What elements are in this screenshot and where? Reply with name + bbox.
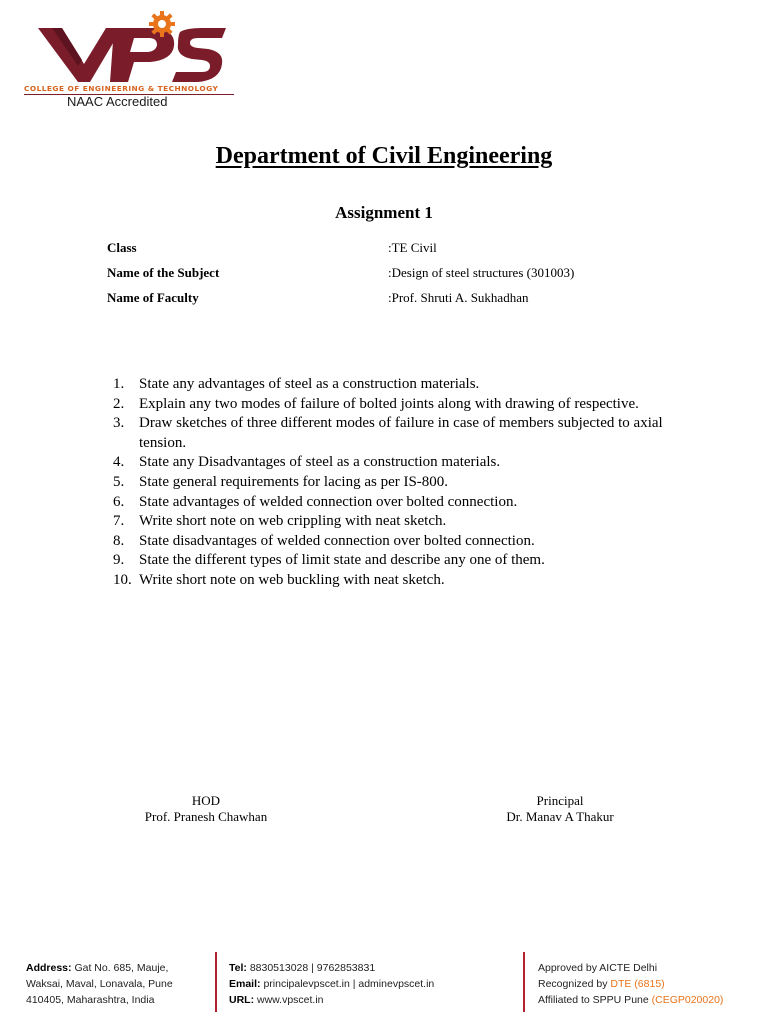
hod-name: Prof. Pranesh Chawhan — [144, 809, 268, 824]
question-number: 8. — [113, 532, 125, 549]
url-link[interactable]: www.vpscet.in — [257, 994, 324, 1006]
question-list — [113, 375, 673, 591]
question-number: 10. — [113, 571, 132, 588]
address-line: Waksai, Maval, Lonavala, Pune — [26, 978, 173, 990]
footer-separator — [215, 952, 217, 1012]
question-item — [113, 551, 673, 571]
question-item — [113, 532, 673, 552]
email-label: Email: — [229, 978, 261, 990]
hod-signature-block — [126, 793, 286, 825]
question-text: State any advantages of steel as a construction materials. — [139, 376, 480, 392]
question-item — [113, 571, 673, 591]
address-line: 410405, Maharashtra, India — [26, 994, 155, 1006]
question-text: State disadvantages of welded connection over bolted connection. — [139, 532, 535, 549]
question-number: 4. — [113, 454, 125, 471]
question-item — [113, 473, 673, 493]
info-row-faculty — [107, 290, 199, 306]
question-text: State general requirements for lacing as per IS-800. — [139, 473, 449, 490]
question-item — [113, 414, 673, 453]
email-value: principalevpscet.in | adminevpscet.in — [263, 978, 435, 990]
question-text: State the different types of limit state and describe any one of them. — [139, 552, 545, 569]
info-value-subject: :Design of steel structures (301003) — [388, 265, 575, 280]
footer-contact — [229, 960, 434, 1008]
question-item — [113, 512, 673, 532]
footer-separator — [523, 952, 525, 1012]
question-text: State advantages of welded connection over bolted connection. — [139, 493, 518, 510]
affiliated-text: Affiliated to SPPU Pune — [538, 994, 652, 1006]
page-footer — [0, 952, 768, 1012]
question-text: Explain any two modes of failure of bolted joints along with drawing of respective. — [139, 395, 639, 412]
question-number: 3. — [113, 415, 125, 432]
department-title: Department of Civil Engineering — [215, 143, 553, 169]
info-label: Class — [107, 240, 137, 255]
question-text: State any Disadvantages of steel as a construction materials. — [139, 454, 501, 471]
info-label: Name of Faculty — [107, 290, 199, 305]
question-item — [113, 375, 673, 395]
info-value-faculty: :Prof. Shruti A. Sukhadhan — [388, 290, 529, 305]
college-code: (CEGP020020) — [651, 994, 724, 1006]
dte-code: DTE (6815) — [610, 978, 665, 990]
tel-value: 8830513028 | 9762853831 — [249, 962, 376, 974]
info-row-class — [107, 240, 137, 256]
question-number: 9. — [113, 552, 125, 569]
question-text: Write short note on web crippling with neat sketch. — [139, 513, 447, 530]
url-label: URL: — [229, 994, 255, 1006]
address-line: Gat No. 685, Mauje, — [74, 962, 169, 974]
info-row-subject — [107, 265, 219, 281]
question-text: Draw sketches of three different modes of failure in case of members subjected to axial tension. — [139, 415, 663, 451]
accreditation-text: NAAC Accredited — [67, 94, 168, 109]
principal-name: Dr. Manav A Thakur — [506, 809, 614, 824]
hod-title: HOD — [191, 793, 221, 808]
question-number: 2. — [113, 395, 125, 412]
info-label: Name of the Subject — [107, 265, 220, 280]
college-name: COLLEGE OF ENGINEERING & TECHNOLOGY — [24, 84, 234, 95]
question-number: 1. — [113, 376, 125, 392]
gear-icon — [149, 11, 175, 37]
info-value-class: :TE Civil — [388, 240, 437, 255]
question-number: 6. — [113, 493, 125, 510]
tel-label: Tel: — [229, 962, 247, 974]
address-label: Address: — [26, 962, 72, 974]
assignment-title: Assignment 1 — [335, 203, 433, 222]
question-number: 7. — [113, 513, 125, 530]
question-item — [113, 453, 673, 473]
vps-logo-graphic — [22, 8, 242, 88]
question-text: Write short note on web buckling with neat sketch. — [139, 571, 445, 588]
approved-text: Approved by AICTE Delhi — [538, 962, 658, 974]
question-item — [113, 493, 673, 513]
footer-address — [26, 960, 173, 1008]
footer-affiliation — [538, 960, 723, 1008]
principal-title: Principal — [536, 793, 584, 808]
question-item — [113, 395, 673, 415]
recognized-text: Recognized by — [538, 978, 611, 990]
question-number: 5. — [113, 473, 125, 490]
principal-signature-block — [480, 793, 640, 825]
